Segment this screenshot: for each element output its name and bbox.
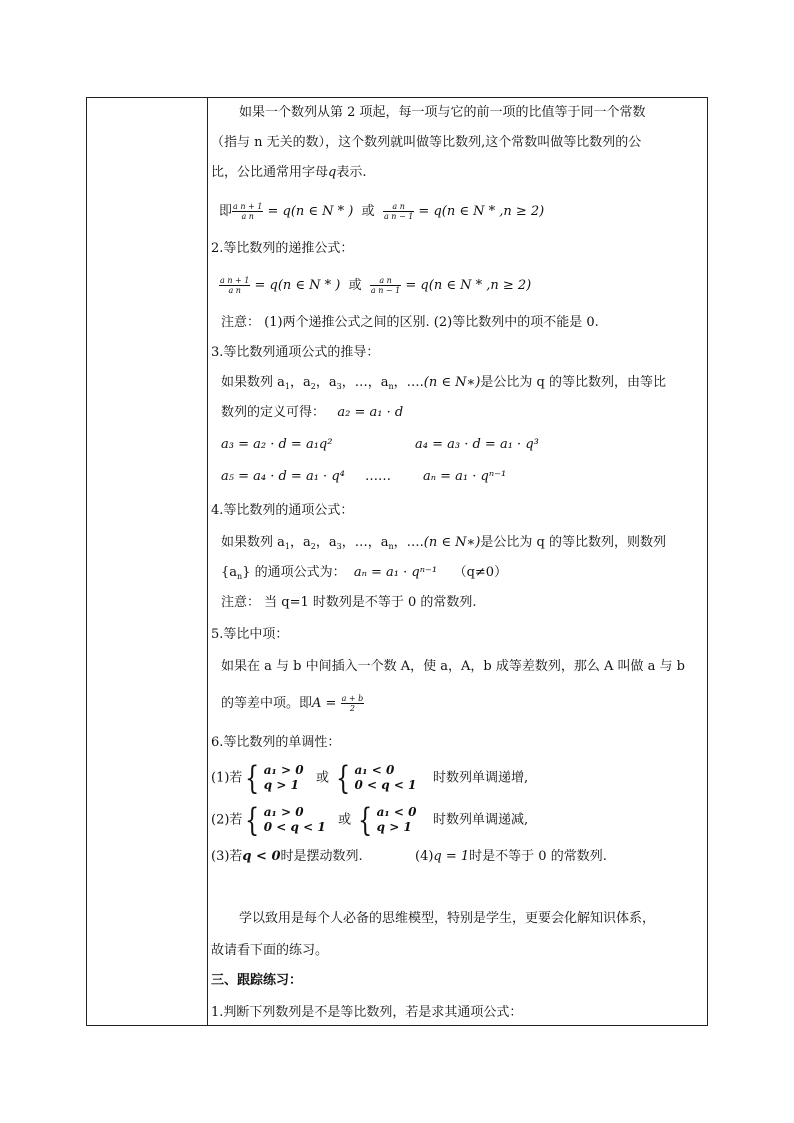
section-4-line-2: $\{a_n\}$ 的通项公式为： aₙ = a₁ · qⁿ⁻¹ （q≠0） bbox=[221, 565, 508, 581]
monotonic-increasing: (1)若 { a₁ > 0 q > 1 或 { a₁ < 0 0 < q < 1 时数列单调递增, bbox=[211, 759, 529, 797]
ellipsis: …… bbox=[365, 469, 391, 484]
definition-formula: 即 $\frac{\text{a n + 1}}{\text{a n}}$ = q(n ∈ N * ) 或 $\frac{\text{a n}}{\text{a n − 1}}$ = q(n ∈ N * ,n ≥ 2) bbox=[219, 202, 545, 221]
definition-line-3: 比，公比通常用字母q表示. bbox=[211, 165, 367, 180]
section-4-heading: 4.等比数列的通项公式： bbox=[211, 503, 354, 518]
definition-line-1: 如果一个数列从第 2 项起，每一项与它的前一项的比值等于同一个常数 bbox=[239, 105, 646, 120]
section-5-line-1: 如果在 a 与 b 中间插入一个数 A，使 a，A，b 成等差数列，那么 A 叫做 a 与 b bbox=[221, 659, 685, 674]
column-divider bbox=[207, 98, 208, 1025]
section-5-line-2: 的等差中项。即A = $\frac{a + b}{2}$ bbox=[221, 694, 364, 713]
section-5-heading: 5.等比中项： bbox=[211, 627, 289, 642]
section-6-heading: 6.等比数列的单调性： bbox=[211, 735, 341, 750]
equation-a3: a₃ = a₂ · d = a₁q² bbox=[221, 437, 333, 452]
section-4-line-1: 如果数列 $a_1$，$a_2$，$a_3$，…，$a_n$，….(n ∈ N∗)是公比为 q 的等比数列，则数列 bbox=[221, 535, 666, 551]
section-3-line-1: 如果数列 $a_1$，$a_2$，$a_3$，…，$a_n$，….(n ∈ N∗)是公比为 q 的等比数列，由等比 bbox=[221, 375, 666, 391]
practice-heading: 三、跟踪练习： bbox=[211, 973, 303, 988]
monotonic-decreasing: (2)若 { a₁ > 0 0 < q < 1 或 { a₁ < 0 q > 1 时数列单调递减, bbox=[211, 801, 529, 839]
recursive-formula: $\frac{\text{a n + 1}}{\text{a n}}$ = q(n ∈ N * ) 或 $\frac{\text{a n}}{\text{a n − 1}}$ = q(n ∈ N * ,n ≥ 2) bbox=[220, 276, 532, 295]
equation-a5: a₅ = a₄ · d = a₁ · q⁴ bbox=[221, 469, 345, 484]
practice-question-1: 1.判断下列数列是不是等比数列，若是求其通项公式： bbox=[211, 1005, 523, 1020]
section-4-note: 注意： 当 q=1 时数列是不等于 0 的常数列. bbox=[221, 595, 477, 610]
definition-line-2: （指与 n 无关的数），这个数列就叫做等比数列,这个常数叫做等比数列的公 bbox=[211, 135, 642, 150]
transition-line-1: 学以致用是每个人必备的思维模型，特别是学生，更要会化解知识体系， bbox=[239, 911, 656, 926]
content-table bbox=[86, 97, 708, 1026]
transition-line-2: 故请看下面的练习。 bbox=[211, 943, 329, 958]
section-2-heading: 2.等比数列的递推公式： bbox=[211, 241, 354, 256]
constant-sequence: (4)q = 1时是不等于 0 的常数列. bbox=[415, 849, 607, 864]
section-3-line-2: 数列的定义可得： a₂ = a₁ · d bbox=[221, 405, 404, 420]
equation-a4: a₄ = a₃ · d = a₁ · q³ bbox=[415, 437, 539, 452]
section-3-heading: 3.等比数列通项公式的推导： bbox=[211, 345, 380, 360]
equation-an: aₙ = a₁ · qⁿ⁻¹ bbox=[423, 469, 507, 484]
oscillating-sequence: (3)若q < 0时是摆动数列. bbox=[211, 849, 363, 864]
section-2-note: 注意： (1)两个递推公式之间的区别. (2)等比数列中的项不能是 0. bbox=[221, 315, 599, 330]
